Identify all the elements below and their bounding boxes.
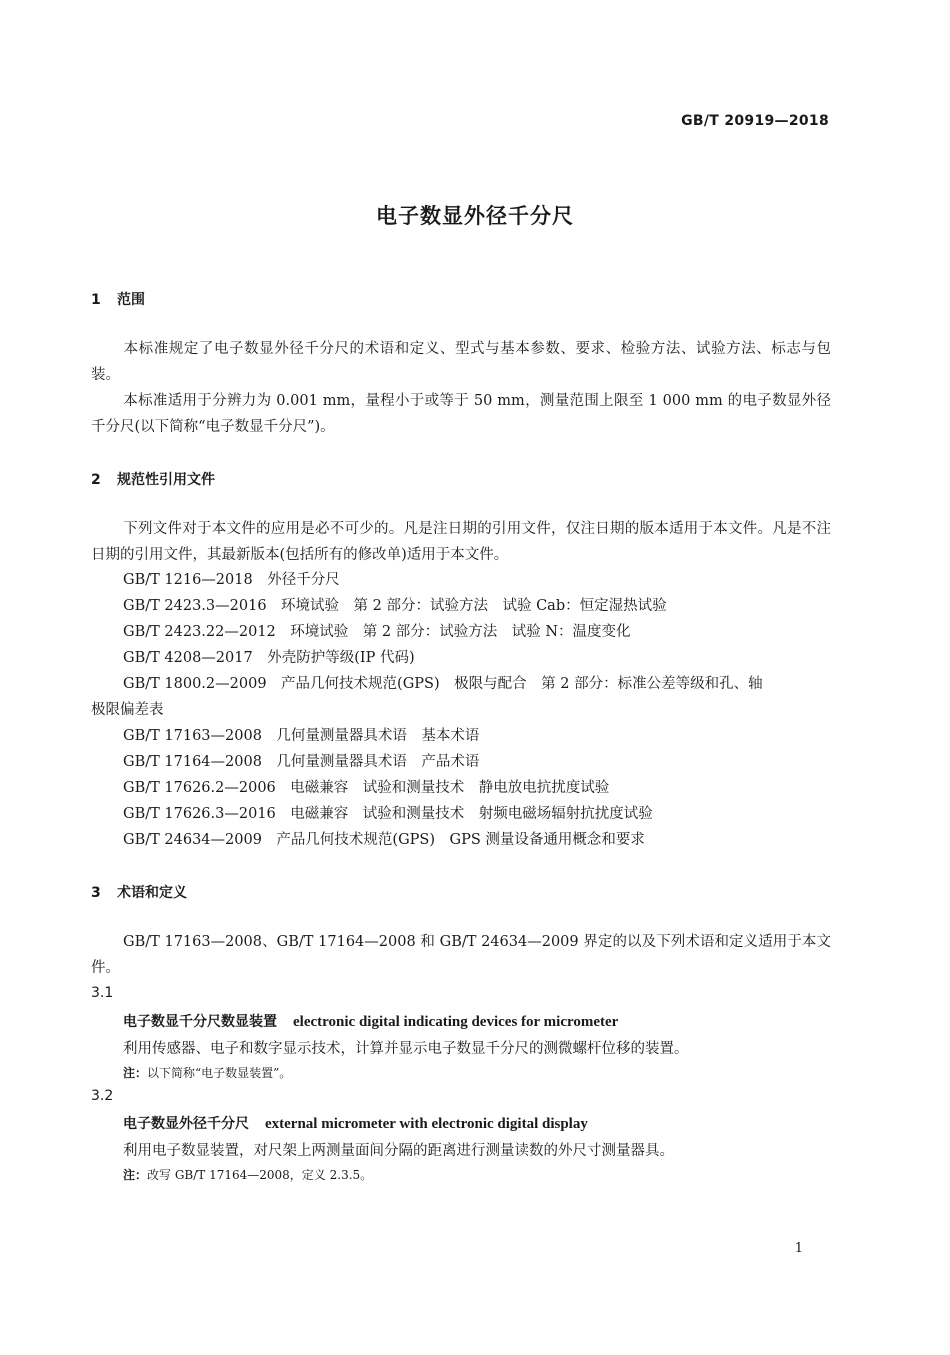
paragraph-text: 本标准适用于分辨力为 0.001 mm，量程小于或等于 50 mm，测量范围上限至 1 000 mm 的电子数显外径千分尺(以下简称“电子数显千分尺”)。 [91, 393, 831, 435]
note-text: 以下简称“电子数显装置”。 [147, 1066, 292, 1080]
reference-item: GB/T 17164—2008 几何量测量器具术语 产品术语 [123, 754, 480, 770]
page-number: 1 [794, 1241, 803, 1256]
scope-paragraph-2 [91, 388, 831, 440]
term-heading [123, 1011, 618, 1031]
scope-paragraph-1 [91, 336, 831, 388]
reference-item: GB/T 2423.22—2012 环境试验 第 2 部分：试验方法 试验 N：温度变化 [123, 624, 631, 640]
section-number: 2 [91, 472, 101, 488]
standard-number: GB/T 20919—2018 [681, 113, 829, 129]
note-text: 改写 GB/T 17164—2008，定义 2.3.5。 [147, 1168, 373, 1182]
term-english: external micrometer with electronic digital display [265, 1116, 588, 1132]
reference-item: GB/T 17163—2008 几何量测量器具术语 基本术语 [123, 728, 480, 744]
normative-intro-paragraph [91, 516, 831, 568]
term-heading [123, 1113, 588, 1133]
paragraph-text: GB/T 17163—2008、GB/T 17164—2008 和 GB/T 24634—2009 界定的以及下列术语和定义适用于本文件。 [91, 934, 831, 976]
term-chinese: 电子数显外径千分尺 [123, 1116, 249, 1132]
reference-item: GB/T 24634—2009 产品几何技术规范(GPS) GPS 测量设备通用概念和要求 [123, 832, 645, 848]
paragraph-text: 下列文件对于本文件的应用是必不可少的。凡是注日期的引用文件，仅注日期的版本适用于本文件。凡是不注日期的引用文件，其最新版本(包括所有的修改单)适用于本文件。 [91, 521, 831, 563]
section-title: 规范性引用文件 [117, 472, 215, 488]
term-definition: 利用传感器、电子和数字显示技术，计算并显示电子数显千分尺的测微螺杆位移的装置。 [123, 1041, 689, 1057]
reference-item: GB/T 17626.2—2006 电磁兼容 试验和测量技术 静电放电抗扰度试验 [123, 780, 610, 796]
reference-item-continuation: 极限偏差表 [91, 702, 164, 718]
document-title: 电子数显外径千分尺 [376, 204, 574, 228]
term-number: 3.1 [91, 985, 114, 1001]
reference-item: GB/T 4208—2017 外壳防护等级(IP 代码) [123, 650, 415, 666]
term-number: 3.2 [91, 1088, 114, 1104]
section-title: 术语和定义 [117, 885, 187, 901]
section-number: 1 [91, 292, 101, 308]
reference-item: GB/T 1216—2018 外径千分尺 [123, 572, 340, 588]
term-definition: 利用电子数显装置，对尺架上两测量面间分隔的距离进行测量读数的外尺寸测量器具。 [123, 1143, 674, 1159]
paragraph-text: 本标准规定了电子数显外径千分尺的术语和定义、型式与基本参数、要求、检验方法、试验方法、标志与包装。 [91, 341, 831, 383]
terms-intro-paragraph [91, 929, 831, 981]
term-note [123, 1064, 291, 1081]
reference-item: GB/T 17626.3—2016 电磁兼容 试验和测量技术 射频电磁场辐射抗扰度试验 [123, 806, 653, 822]
reference-item: GB/T 1800.2—2009 产品几何技术规范(GPS) 极限与配合 第 2 部分：标准公差等级和孔、轴 [123, 676, 763, 692]
section-1-heading [91, 289, 145, 309]
reference-item: GB/T 2423.3—2016 环境试验 第 2 部分：试验方法 试验 Cab：恒定湿热试验 [123, 598, 667, 614]
term-note [123, 1166, 372, 1183]
note-label: 注： [123, 1168, 148, 1182]
term-english: electronic digital indicating devices for micrometer [293, 1014, 619, 1030]
section-2-heading [91, 469, 215, 489]
section-title: 范围 [117, 292, 145, 308]
section-3-heading [91, 882, 187, 902]
term-chinese: 电子数显千分尺数显装置 [123, 1014, 277, 1030]
section-number: 3 [91, 885, 101, 901]
note-label: 注： [123, 1066, 148, 1080]
